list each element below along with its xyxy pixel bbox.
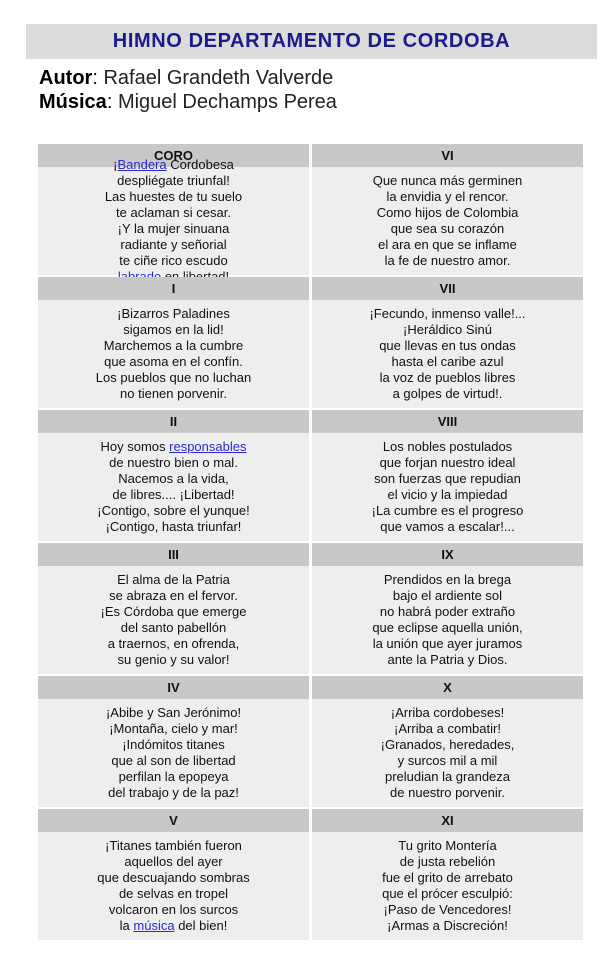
stanza-text	[381, 705, 515, 801]
stanza-heading: VI	[312, 144, 583, 167]
verse-line: del santo pabellón	[120, 620, 227, 635]
stanza-heading: X	[312, 676, 583, 699]
verse-line: ¡Indómitos titanes	[122, 737, 225, 752]
verse-line: que el prócer esculpió:	[382, 886, 513, 901]
stanza-cell	[38, 699, 309, 807]
verse-line: que llevas en tus ondas	[379, 338, 516, 353]
verse-line: ¡Armas a Discreción!	[387, 918, 508, 933]
verse-line: que descuajando sombras	[97, 870, 250, 885]
verse-line: Las huestes de tu suelo	[104, 189, 243, 204]
verse-line: te ciñe rico escudo	[119, 253, 228, 268]
verse-line: que eclipse aquella unión,	[372, 620, 523, 635]
stanza-heading: XI	[312, 809, 583, 832]
word-link[interactable]: música	[133, 918, 175, 933]
stanza-heading: CORO	[38, 144, 309, 167]
page-title: HIMNO DEPARTAMENTO DE CORDOBA	[112, 30, 511, 52]
verse-line: ante la Patria y Dios.	[387, 652, 508, 667]
verse-line: ¡Granados, heredades,	[380, 737, 515, 752]
verse-line: te aclaman si cesar.	[116, 205, 231, 220]
stanza-heading: III	[38, 543, 309, 566]
verse-line: ¡Montaña, cielo y mar!	[109, 721, 238, 736]
verse-line: Que nunca más germinen	[372, 173, 523, 188]
verse-line: que forjan nuestro ideal	[379, 455, 516, 470]
verse-line: que asoma en el confín.	[104, 354, 243, 369]
verse-line: su genio y su valor!	[117, 652, 230, 667]
stanza-heading: I	[38, 277, 309, 300]
verse-line: del trabajo y de la paz!	[108, 785, 239, 800]
verse-line: ¡La cumbre es el progreso	[371, 503, 524, 518]
verse-line: radiante y señorial	[120, 237, 227, 252]
verse-line: Los pueblos que no luchan	[95, 370, 252, 385]
verse-line: ¡Bandera Cordobesa	[113, 157, 234, 172]
stanza-cell	[312, 699, 583, 807]
verse-line: El alma de la Patria	[117, 572, 230, 587]
verse-line: son fuerzas que repudian	[374, 471, 521, 486]
stanza-text	[106, 705, 241, 801]
verse-line: ¡Es Córdoba que emerge	[100, 604, 247, 619]
verse-line: el ara en que se inflame	[378, 237, 517, 252]
verse-line: la voz de pueblos libres	[379, 370, 516, 385]
title-bar	[26, 24, 597, 59]
verse-line: ¡Arriba a combatir!	[394, 721, 501, 736]
verse-line: a traernos, en ofrenda,	[107, 636, 240, 651]
verse-line: de justa rebelión	[399, 854, 496, 869]
stanza-heading: VII	[312, 277, 583, 300]
music-line: Música: Miguel Dechamps Perea	[39, 91, 337, 113]
stanza-cell	[38, 433, 309, 541]
verse-line: bajo el ardiente sol	[392, 588, 503, 603]
word-link[interactable]: Bandera	[117, 157, 167, 172]
verse-line: la fe de nuestro amor.	[384, 253, 511, 268]
stanza-cell	[38, 157, 309, 275]
verse-line: Los nobles postulados	[382, 439, 513, 454]
verse-line: no habrá poder extraño	[379, 604, 516, 619]
stanza-text	[105, 157, 242, 285]
verse-line: Tu grito Montería	[398, 838, 497, 853]
verse-line: que al son de libertad	[111, 753, 236, 768]
verse-line: que sea su corazón	[390, 221, 505, 236]
stanza-heading: V	[38, 809, 309, 832]
verse-line: de nuestro bien o mal.	[109, 455, 238, 470]
verse-line: ¡Abibe y San Jerónimo!	[105, 705, 242, 720]
author-name: Rafael Grandeth Valverde	[103, 67, 334, 89]
verse-line: ¡Y la mujer sinuana	[117, 221, 230, 236]
stanza-cell	[38, 832, 309, 940]
verse-line: Nacemos a la vida,	[118, 471, 229, 486]
stanza-cell	[312, 566, 583, 674]
verse-line: de selvas en tropel	[118, 886, 229, 901]
stanza-cell	[312, 167, 583, 275]
verse-line: Hoy somos responsables	[100, 439, 247, 454]
credits	[39, 66, 337, 114]
verse-line: ¡Contigo, sobre el yunque!	[97, 503, 250, 518]
verse-line: Prendidos en la brega	[383, 572, 512, 587]
stanza-text	[382, 838, 513, 934]
verse-line: la envidia y el rencor.	[386, 189, 509, 204]
verse-line: Como hijos de Colombia	[376, 205, 519, 220]
stanza-heading: VIII	[312, 410, 583, 433]
music-label: Música	[39, 91, 107, 113]
verse-line: ¡Bizarros Paladines	[117, 306, 230, 321]
stanza-text	[97, 838, 250, 934]
author-label: Autor	[39, 67, 93, 89]
stanza-text	[96, 306, 251, 402]
music-composer: Miguel Dechamps Perea	[117, 91, 337, 113]
verse-line: volcaron en los surcos	[108, 902, 239, 917]
verse-line: la música del bien!	[119, 918, 228, 933]
stanza-text	[373, 173, 523, 269]
verse-line: que vamos a escalar!...	[380, 519, 515, 534]
verse-line: se abraza en el fervor.	[109, 588, 238, 603]
stanza-heading: II	[38, 410, 309, 433]
verse-line: ¡Fecundo, inmenso valle!...	[369, 306, 526, 321]
stanza-text	[372, 439, 524, 535]
verse-line: y surcos mil a mil	[397, 753, 498, 768]
verse-line: de nuestro porvenir.	[390, 785, 505, 800]
stanza-text	[101, 572, 247, 668]
stanza-text	[369, 306, 525, 402]
verse-line: preludian la grandeza	[384, 769, 511, 784]
verse-line: fue el grito de arrebato	[382, 870, 513, 885]
verse-line: aquellos del ayer	[124, 854, 223, 869]
verse-line: ¡Heráldico Sinú	[403, 322, 492, 337]
verse-line: la unión que ayer juramos	[372, 636, 523, 651]
verse-line: despliégate triunfal!	[117, 173, 230, 188]
stanza-text	[97, 439, 249, 535]
verse-line: no tienen porvenir.	[120, 386, 227, 401]
verse-line: perfilan la epopeya	[118, 769, 229, 784]
verse-line: sigamos en la lid!	[123, 322, 224, 337]
stanza-text	[372, 572, 522, 668]
stanza-cell	[312, 832, 583, 940]
verse-line: el vicio y la impiedad	[387, 487, 508, 502]
stanza-table	[38, 142, 583, 940]
stanza-heading: IV	[38, 676, 309, 699]
verse-line: ¡Titanes también fueron	[105, 838, 242, 853]
verse-line: ¡Arriba cordobeses!	[390, 705, 505, 720]
verse-line: a golpes de virtud!.	[392, 386, 503, 401]
stanza-heading: IX	[312, 543, 583, 566]
stanza-cell	[312, 433, 583, 541]
author-line: Autor: Rafael Grandeth Valverde	[39, 67, 334, 89]
verse-line: hasta el caribe azul	[391, 354, 504, 369]
verse-line: de libres.... ¡Libertad!	[112, 487, 235, 502]
verse-line: ¡Paso de Vencedores!	[383, 902, 512, 917]
verse-line: Marchemos a la cumbre	[103, 338, 244, 353]
stanza-cell	[312, 300, 583, 408]
word-link[interactable]: responsables	[169, 439, 247, 454]
stanza-cell	[38, 566, 309, 674]
verse-line: ¡Contigo, hasta triunfar!	[105, 519, 242, 534]
stanza-cell	[38, 300, 309, 408]
